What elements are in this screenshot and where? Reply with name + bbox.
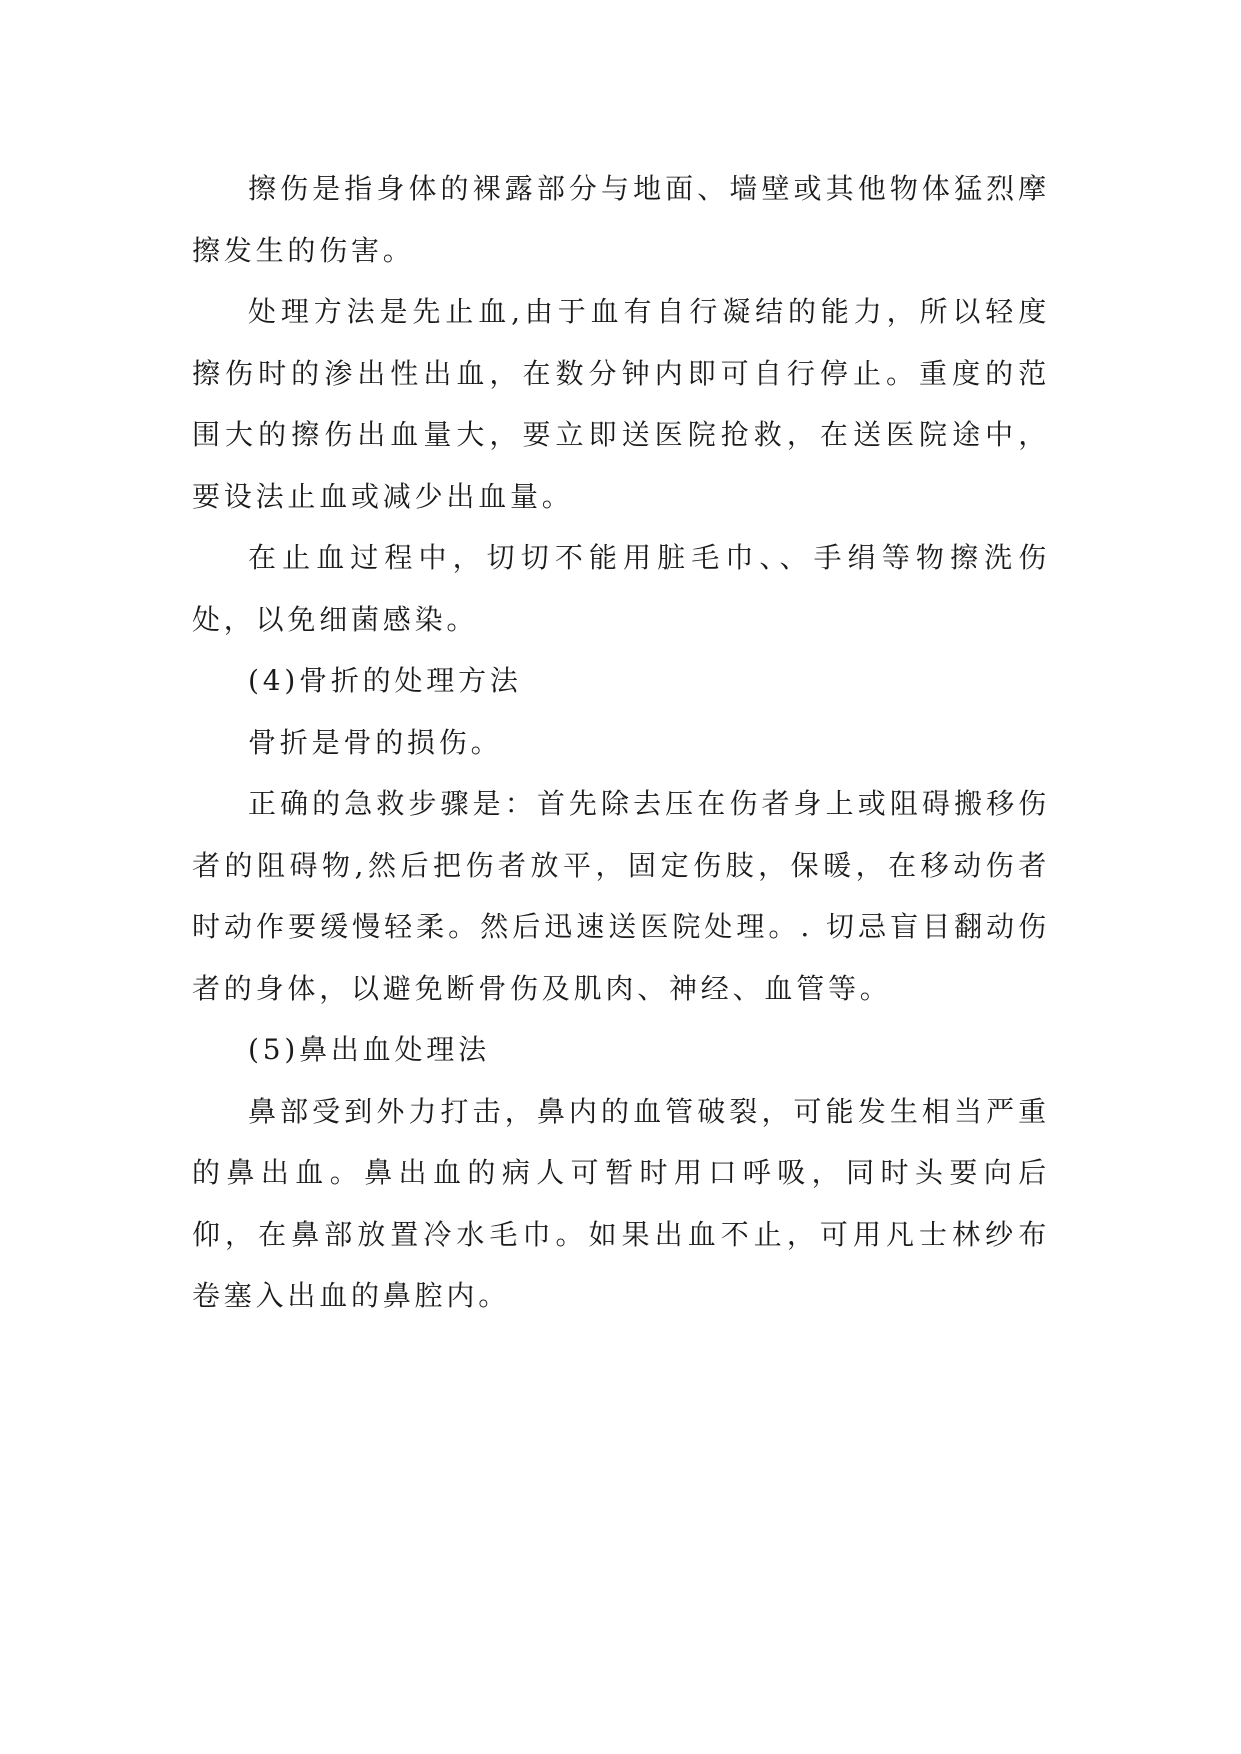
paragraph-nosebleed-treatment: 鼻部受到外力打击，鼻内的血管破裂，可能发生相当严重的鼻出血。鼻出血的病人可暂时用口呼吸，同时头要向后仰，在鼻部放置冷水毛巾。如果出血不止，可用凡士林纱布卷塞入出血的鼻腔内。 (192, 1094, 1050, 1312)
paragraph-abrasion-definition: 擦伤是指身体的裸露部分与地面、墙壁或其他物体猛烈摩擦发生的伤害。 (192, 172, 1050, 267)
paragraph-fracture-first-aid: 正确的急救步骤是：首先除去压在伤者身上或阻碍搬移伤者的阻碍物,然后把伤者放平，固定伤肢，保暖，在移动伤者时动作要缓慢轻柔。然后迅速送医院处理。. 切忌盲目翻动伤者的身体，以避免断骨伤及肌肉、神经、血管等。 (192, 787, 1050, 1005)
paragraph-fracture-definition: 骨折是骨的损伤。 (248, 725, 503, 759)
paragraph-hemostasis-caution: 在止血过程中，切切不能用脏毛巾、、手绢等物擦洗伤处，以免细菌感染。 (192, 541, 1050, 636)
document-body (192, 158, 1050, 1327)
paragraph-abrasion-treatment: 处理方法是先止血,由于血有自行凝结的能力，所以轻度擦伤时的渗出性出血，在数分钟内即可自行停止。重度的范围大的擦伤出血量大，要立即送医院抢救，在送医院途中，要设法止血或减少出血量。 (192, 295, 1050, 513)
section-heading-nosebleed: (5)鼻出血处理法 (248, 1033, 490, 1066)
section-heading-fracture: (4)骨折的处理方法 (248, 664, 522, 697)
